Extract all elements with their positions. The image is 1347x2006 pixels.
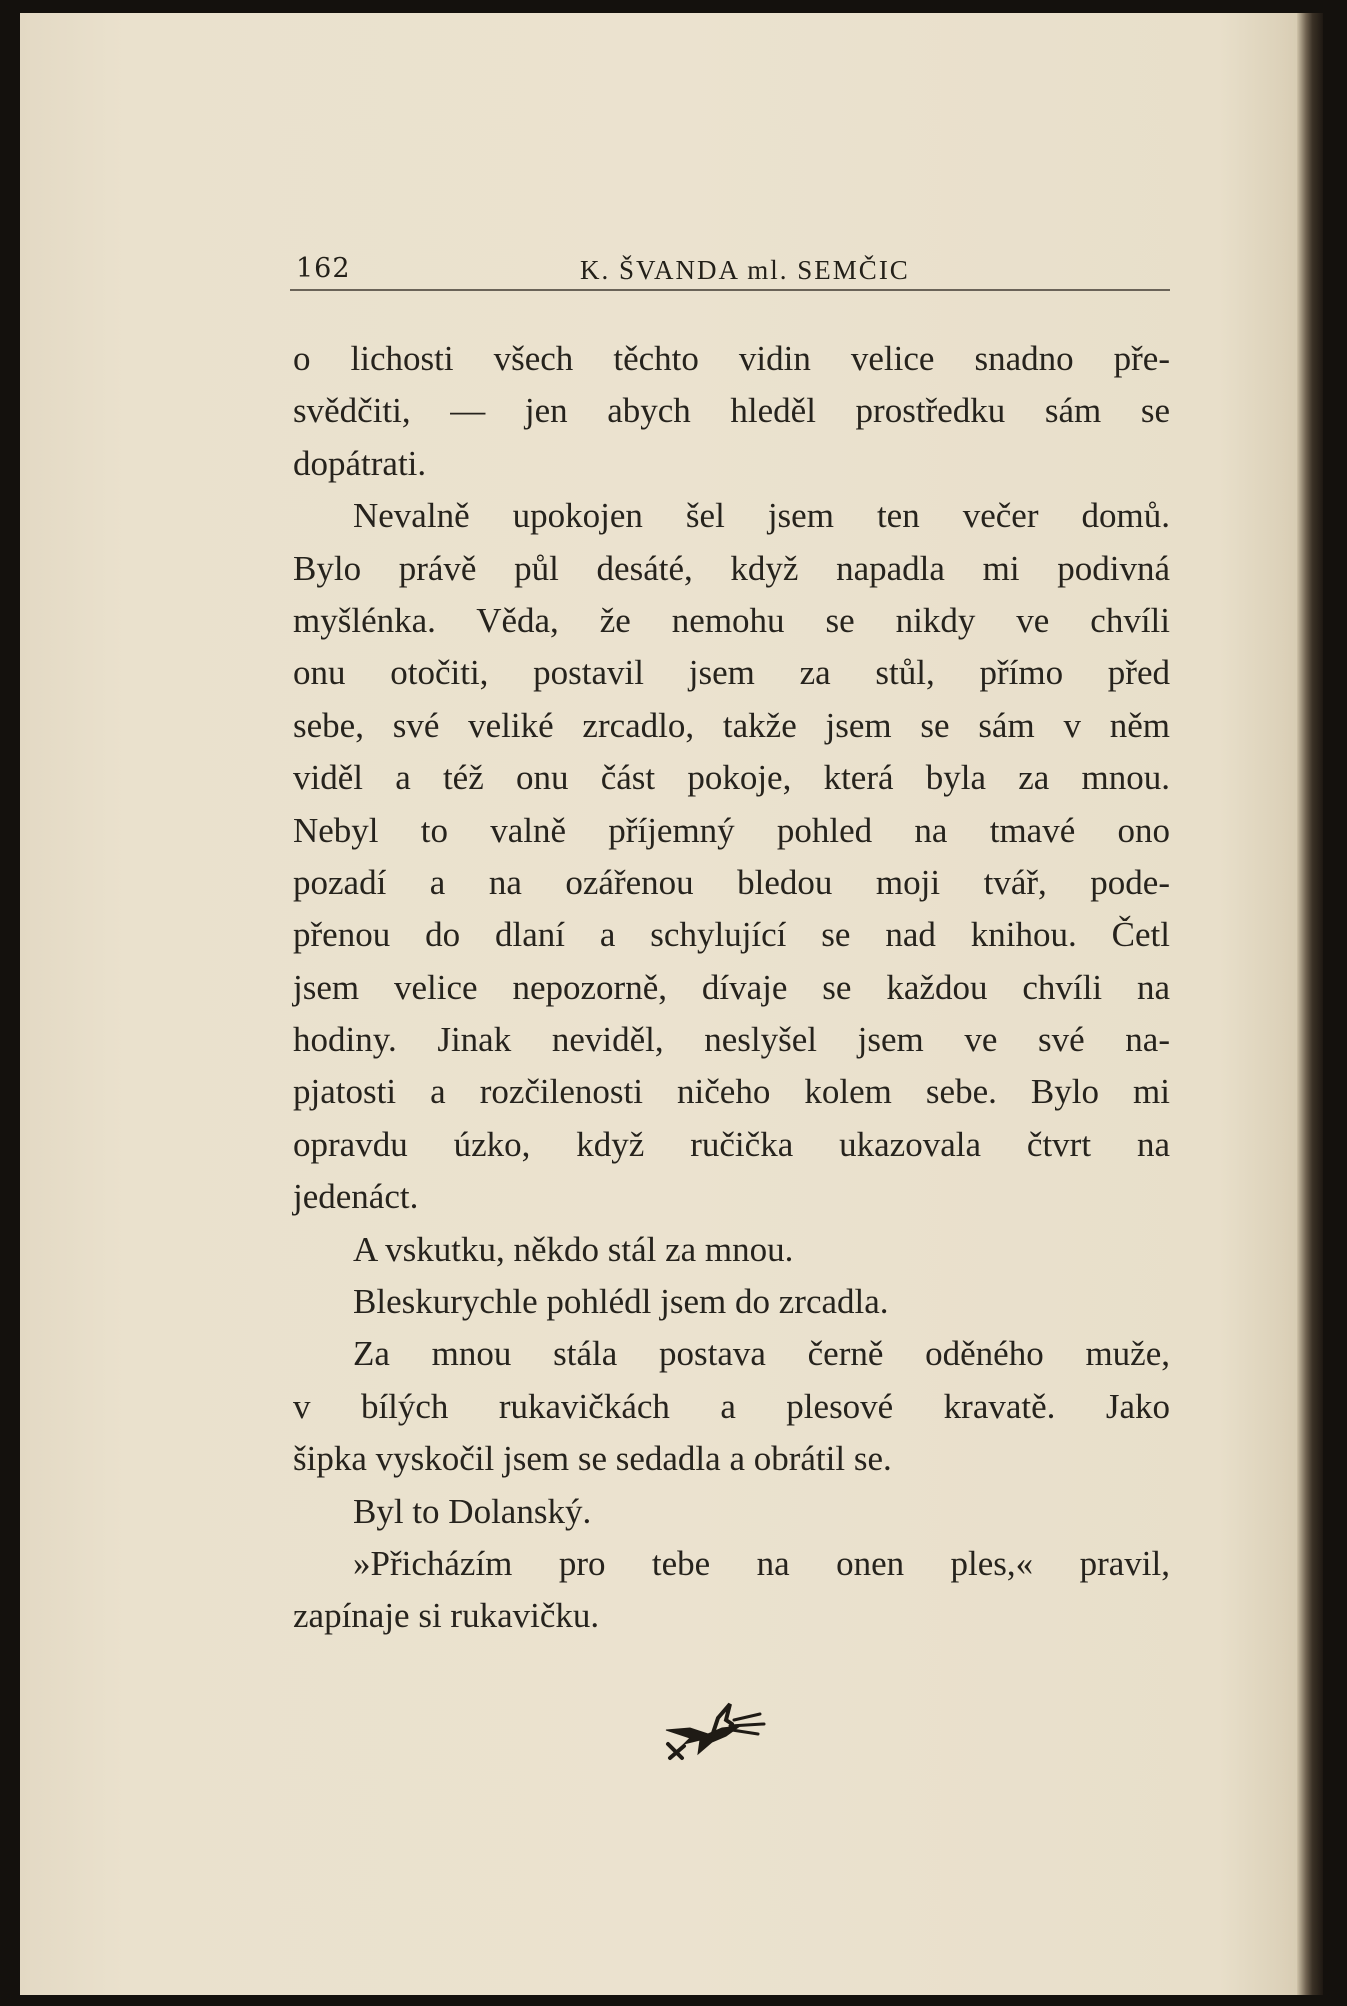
text-line: Nevalně upokojen šel jsem ten večer domů.	[353, 496, 1170, 536]
text-line: o lichosti všech těchto vidin velice snadno pře-	[293, 339, 1170, 378]
text-line: Bylo právě půl desáté, když napadla mi podivná	[293, 548, 1170, 588]
text-line: »Přicházím pro tebe na onen ples,« pravil,	[353, 1543, 1170, 1583]
text-line: v bílých rukavičkách a plesové kravatě. Jako	[293, 1386, 1170, 1426]
text-line: A vskutku, někdo stál za mnou.	[353, 1229, 794, 1269]
text-line: onu otočiti, postavil jsem za stůl, přímo před	[293, 653, 1170, 693]
text-line: šipka vyskočil jsem se sedadla a obrátil se.	[293, 1439, 892, 1479]
book-page	[20, 13, 1323, 1995]
text-line: dopátrati.	[293, 443, 427, 483]
text-line: svědčiti, — jen abych hleděl prostředku sám se	[293, 391, 1170, 431]
running-head	[290, 249, 1170, 291]
book-spine-shadow	[1297, 13, 1323, 1995]
running-title: K. ŠVANDA ml. SEMČIC	[580, 255, 910, 285]
text-line: Bleskurychle pohlédl jsem do zrcadla.	[353, 1282, 889, 1322]
text-line: myšlénka. Věda, že nemohu se nikdy ve chvíli	[293, 600, 1170, 640]
page-number: 162	[296, 253, 351, 284]
text-line: sebe, své veliké zrcadlo, takže jsem se sám v něm	[293, 705, 1170, 745]
text-line: Nebyl to valně příjemný pohled na tmavé ono	[293, 810, 1170, 850]
text-line: viděl a též onu část pokoje, která byla za mnou.	[293, 758, 1170, 798]
body-text	[293, 333, 1170, 1643]
swallow-vignette-icon	[660, 1700, 768, 1764]
text-line: jsem velice nepozorně, dívaje se každou chvíli na	[293, 967, 1170, 1007]
text-line: Za mnou stála postava černě oděného muže,	[353, 1334, 1170, 1374]
text-line: opravdu úzko, když ručička ukazovala čtvrt na	[293, 1124, 1170, 1164]
text-line: jedenáct.	[293, 1177, 419, 1217]
text-line: pozadí a na ozářenou bledou moji tvář, pode-	[293, 862, 1170, 902]
text-line: pjatosti a rozčilenosti ničeho kolem sebe. Bylo mi	[293, 1072, 1170, 1112]
text-line: zapínaje si rukavičku.	[293, 1596, 600, 1636]
text-line: Byl to Dolanský.	[353, 1491, 592, 1531]
text-line: přenou do dlaní a schylující se nad knihou. Četl	[293, 915, 1170, 955]
text-line: hodiny. Jinak neviděl, neslyšel jsem ve své na-	[293, 1020, 1170, 1060]
